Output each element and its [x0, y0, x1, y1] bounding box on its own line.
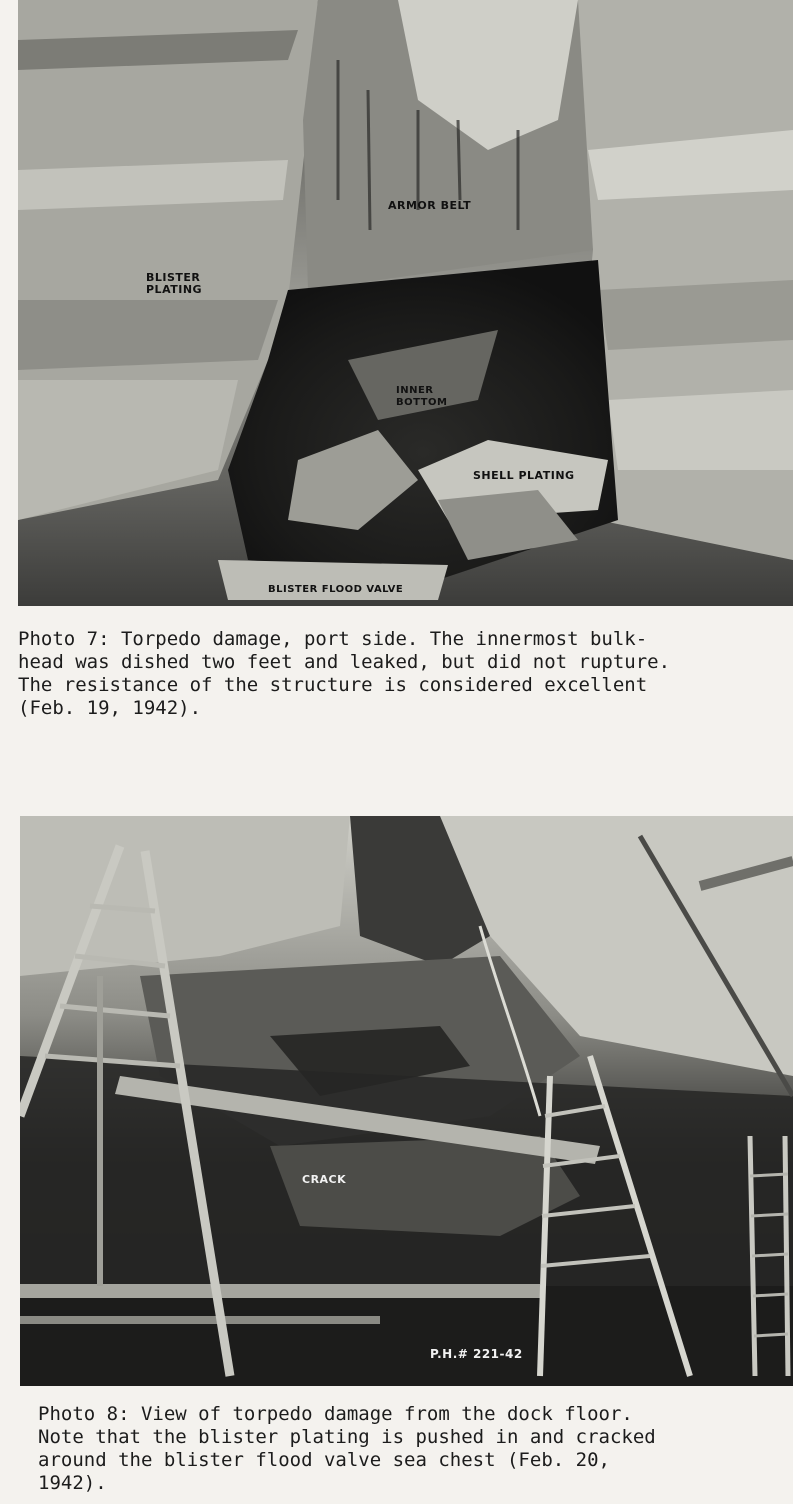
- photo-number: P.H.# 221-42: [430, 1347, 523, 1361]
- photo-7-caption: Photo 7: Torpedo damage, port side. The innermost bulk- head was dished two feet and leaked, but did not rupture. The resistance of the structure is considered excellent (Feb. 19, 1942).: [18, 628, 671, 719]
- label-shell-plating: SHELL PLATING: [473, 469, 575, 482]
- label-crack: CRACK: [302, 1173, 347, 1186]
- label-blister-flood-valve: BLISTER FLOOD VALVE: [268, 584, 404, 595]
- label-inner-bottom: INNER BOTTOM: [396, 385, 448, 408]
- photo-7-image: [18, 0, 793, 606]
- label-armor-belt: ARMOR BELT: [388, 199, 472, 212]
- photo-7-torpedo-damage-port-side: [18, 0, 793, 606]
- photo-8-view-from-dock-floor: [20, 816, 793, 1386]
- label-blister-plating: BLISTER PLATING: [146, 271, 203, 296]
- photo-8-caption: Photo 8: View of torpedo damage from the dock floor. Note that the blister plating is pushed in and cracked around the blister flood valve sea chest (Feb. 20, 1942).: [38, 1403, 656, 1494]
- photo-8-image: [20, 816, 793, 1386]
